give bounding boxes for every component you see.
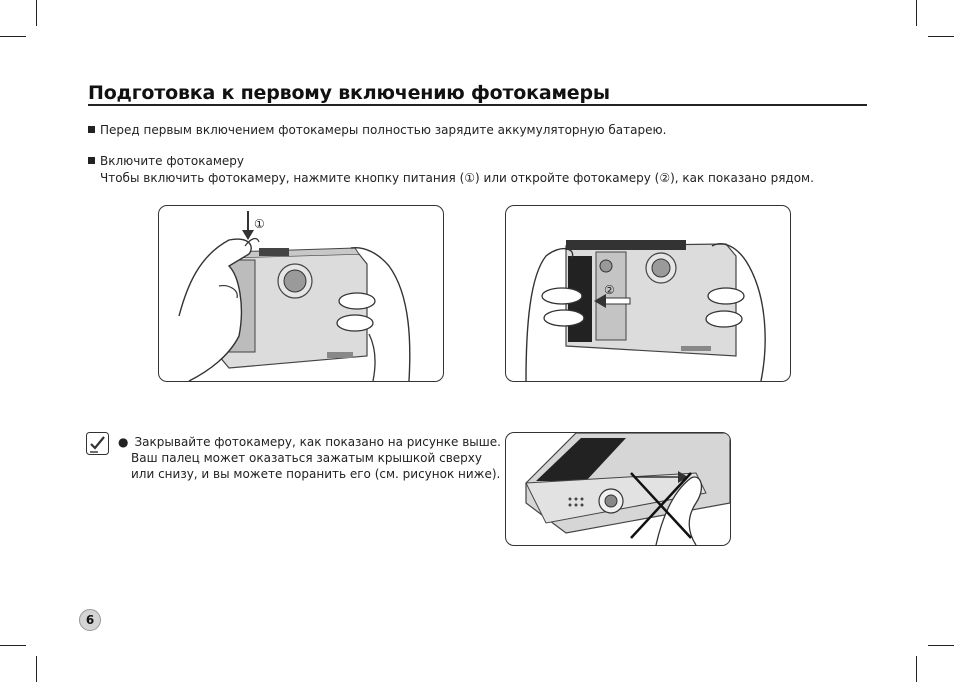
crop-mark (0, 645, 26, 646)
bullet-text: Перед первым включением фотокамеры полностью зарядите аккумуляторную батарею. (100, 123, 667, 137)
bullet-detail: Чтобы включить фотокамеру, нажмите кнопку питания (①) или откройте фотокамеру (②), как показано рядом. (100, 171, 814, 185)
crop-mark (36, 0, 37, 26)
note-check-icon (86, 432, 109, 455)
figure-finger-warning (505, 432, 731, 546)
crop-mark (36, 656, 37, 682)
crop-mark (916, 0, 917, 26)
bullet-power-on (88, 154, 244, 168)
square-bullet-icon (88, 126, 95, 133)
square-bullet-icon (88, 157, 95, 164)
camera-illustration (506, 206, 790, 381)
note-text: Закрывайте фотокамеру, как показано на рисунке выше. (134, 435, 501, 449)
title-underline (88, 104, 867, 106)
crop-mark (916, 656, 917, 682)
crop-mark (928, 645, 954, 646)
figure-open-camera (505, 205, 791, 382)
round-bullet-icon: ● (118, 435, 129, 449)
marker-open: ② (604, 283, 615, 297)
bullet-charge (88, 123, 666, 137)
marker-power: ① (254, 217, 265, 231)
page-number: 6 (79, 609, 101, 631)
camera-illustration (159, 206, 443, 381)
note-line (118, 435, 501, 449)
bullet-text: Включите фотокамеру (100, 154, 245, 168)
crop-mark (0, 36, 26, 37)
note-line: или снизу, и вы можете поранить его (см. рисунок ниже). (131, 467, 501, 481)
camera-bottom-illustration (506, 433, 730, 545)
note-line: Ваш палец может оказаться зажатым крышкой сверху (131, 451, 483, 465)
crop-mark (928, 36, 954, 37)
figure-power-button (158, 205, 444, 382)
page-title: Подготовка к первому включению фотокамеры (88, 82, 610, 104)
